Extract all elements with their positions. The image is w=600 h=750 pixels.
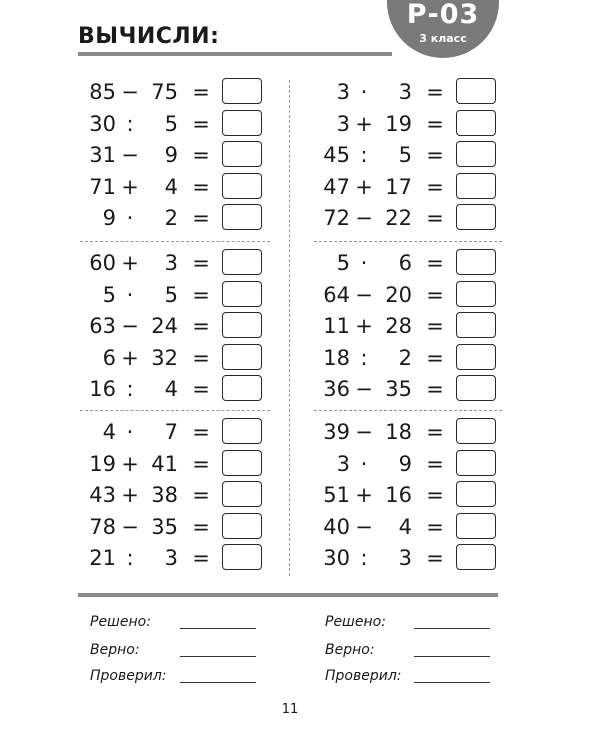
- operator: −: [355, 377, 373, 401]
- equals-sign: =: [426, 80, 444, 104]
- answer-box[interactable]: [456, 173, 496, 199]
- operator: ·: [126, 282, 134, 307]
- exercise-row: [82, 249, 272, 277]
- answer-box[interactable]: [456, 375, 496, 401]
- operator: +: [121, 174, 139, 199]
- operand-a: 36: [323, 377, 350, 401]
- equals-sign: =: [426, 514, 444, 539]
- equals-sign: =: [426, 483, 444, 507]
- operand-a: 40: [323, 514, 350, 539]
- block-divider: [80, 241, 270, 242]
- title-underline: [78, 52, 392, 56]
- operand-a: 43: [89, 483, 116, 507]
- exercise-row: [316, 249, 506, 277]
- answer-box[interactable]: [222, 544, 262, 570]
- operand-b: 9: [164, 143, 178, 167]
- operator: −: [121, 143, 139, 167]
- operator: +: [121, 451, 139, 476]
- operand-b: 9: [398, 451, 412, 476]
- operand-a: 3: [336, 451, 350, 476]
- operator: −: [355, 206, 373, 230]
- operator: −: [355, 282, 373, 307]
- answer-box[interactable]: [456, 450, 496, 476]
- operand-b: 5: [398, 143, 412, 167]
- footer-line-solved[interactable]: [414, 628, 490, 629]
- operator: :: [360, 546, 368, 570]
- equals-sign: =: [426, 377, 444, 401]
- answer-box[interactable]: [456, 141, 496, 167]
- answer-box[interactable]: [222, 481, 262, 507]
- operator: +: [355, 314, 373, 338]
- operand-b: 16: [385, 483, 412, 507]
- answer-box[interactable]: [222, 312, 262, 338]
- operand-b: 5: [164, 111, 178, 136]
- level-badge: [387, 0, 499, 58]
- exercise-row: [82, 344, 272, 372]
- exercise-row: [82, 281, 272, 309]
- equals-sign: =: [426, 314, 444, 338]
- equals-sign: =: [192, 514, 210, 539]
- operand-b: 2: [398, 345, 412, 370]
- exercise-row: [316, 544, 506, 572]
- operator: :: [360, 143, 368, 167]
- operand-b: 3: [164, 251, 178, 275]
- operator: ·: [126, 206, 134, 230]
- block-divider: [314, 410, 502, 411]
- operator: ·: [360, 451, 368, 476]
- operand-a: 78: [89, 514, 116, 539]
- equals-sign: =: [192, 206, 210, 230]
- equals-sign: =: [192, 314, 210, 338]
- exercise-row: [82, 312, 272, 340]
- operator: −: [355, 420, 373, 444]
- answer-box[interactable]: [222, 173, 262, 199]
- equals-sign: =: [192, 111, 210, 136]
- operand-b: 3: [164, 546, 178, 570]
- operand-a: 64: [323, 282, 350, 307]
- operand-a: 51: [323, 483, 350, 507]
- operator: −: [121, 514, 139, 539]
- footer-rule: [78, 593, 498, 597]
- operand-a: 21: [89, 546, 116, 570]
- answer-box[interactable]: [456, 110, 496, 136]
- operator: −: [121, 314, 139, 338]
- answer-box[interactable]: [222, 78, 262, 104]
- operand-b: 38: [151, 483, 178, 507]
- operand-a: 30: [89, 111, 116, 136]
- page-number: 11: [281, 702, 299, 717]
- answer-box[interactable]: [222, 513, 262, 539]
- operand-a: 3: [336, 111, 350, 136]
- equals-sign: =: [426, 111, 444, 136]
- equals-sign: =: [192, 80, 210, 104]
- equals-sign: =: [192, 546, 210, 570]
- exercise-row: [82, 544, 272, 572]
- operand-b: 2: [164, 206, 178, 230]
- exercise-row: [316, 450, 506, 478]
- equals-sign: =: [426, 451, 444, 476]
- equals-sign: =: [192, 420, 210, 444]
- exercise-row: [82, 450, 272, 478]
- equals-sign: =: [192, 451, 210, 476]
- operand-a: 19: [89, 451, 116, 476]
- exercise-row: [316, 173, 506, 201]
- block-divider: [80, 410, 270, 411]
- exercise-row: [82, 78, 272, 106]
- footer-label-solved: Решено:: [325, 614, 386, 630]
- exercise-row: [82, 141, 272, 169]
- answer-box[interactable]: [222, 375, 262, 401]
- operator: +: [355, 174, 373, 199]
- equals-sign: =: [426, 206, 444, 230]
- answer-box[interactable]: [456, 344, 496, 370]
- operand-a: 4: [102, 420, 116, 444]
- operand-b: 17: [385, 174, 412, 199]
- exercise-row: [316, 78, 506, 106]
- equals-sign: =: [426, 420, 444, 444]
- operator: :: [126, 546, 134, 570]
- block-divider: [314, 241, 502, 242]
- operand-a: 11: [323, 314, 350, 338]
- badge-grade: 3 класс: [419, 32, 467, 45]
- operand-b: 20: [385, 282, 412, 307]
- operand-a: 60: [89, 251, 116, 275]
- answer-box[interactable]: [456, 281, 496, 307]
- operator: +: [121, 345, 139, 370]
- exercise-row: [82, 173, 272, 201]
- answer-box[interactable]: [456, 249, 496, 275]
- exercise-row: [316, 344, 506, 372]
- operand-b: 7: [164, 420, 178, 444]
- operand-a: 9: [102, 206, 116, 230]
- column-divider: [289, 80, 290, 576]
- operator: −: [355, 514, 373, 539]
- operand-a: 16: [89, 377, 116, 401]
- equals-sign: =: [426, 143, 444, 167]
- operator: +: [355, 111, 373, 136]
- footer-line-correct[interactable]: [414, 656, 490, 657]
- operand-b: 24: [151, 314, 178, 338]
- exercise-row: [82, 204, 272, 232]
- exercise-row: [316, 110, 506, 138]
- answer-box[interactable]: [456, 513, 496, 539]
- equals-sign: =: [426, 546, 444, 570]
- operand-a: 45: [323, 143, 350, 167]
- footer-line-correct[interactable]: [180, 656, 256, 657]
- exercise-row: [316, 281, 506, 309]
- equals-sign: =: [192, 483, 210, 507]
- equals-sign: =: [192, 174, 210, 199]
- operand-a: 3: [336, 80, 350, 104]
- equals-sign: =: [192, 377, 210, 401]
- answer-box[interactable]: [456, 481, 496, 507]
- exercise-row: [316, 312, 506, 340]
- operand-b: 4: [398, 514, 412, 539]
- footer-label-checked: Проверил:: [90, 668, 167, 684]
- footer-line-checked[interactable]: [414, 682, 490, 683]
- operand-b: 4: [164, 377, 178, 401]
- badge-code: Р-03: [406, 0, 480, 30]
- operand-a: 71: [89, 174, 116, 199]
- answer-box[interactable]: [456, 544, 496, 570]
- operator: +: [121, 251, 139, 275]
- exercise-row: [82, 110, 272, 138]
- answer-box[interactable]: [222, 204, 262, 230]
- equals-sign: =: [192, 143, 210, 167]
- footer-label-correct: Верно:: [325, 642, 375, 658]
- exercise-row: [316, 141, 506, 169]
- exercise-row: [316, 481, 506, 509]
- answer-box[interactable]: [222, 450, 262, 476]
- operator: +: [355, 483, 373, 507]
- equals-sign: =: [426, 345, 444, 370]
- operand-b: 18: [385, 420, 412, 444]
- operand-b: 35: [385, 377, 412, 401]
- footer-label-checked: Проверил:: [325, 668, 402, 684]
- equals-sign: =: [426, 282, 444, 307]
- operator: ·: [360, 80, 368, 104]
- answer-box[interactable]: [456, 418, 496, 444]
- operator: :: [360, 345, 368, 370]
- answer-box[interactable]: [222, 110, 262, 136]
- answer-box[interactable]: [456, 78, 496, 104]
- exercise-row: [82, 418, 272, 446]
- operand-b: 41: [151, 451, 178, 476]
- operand-b: 4: [164, 174, 178, 199]
- answer-box[interactable]: [456, 204, 496, 230]
- equals-sign: =: [192, 345, 210, 370]
- operator: −: [121, 80, 139, 104]
- equals-sign: =: [426, 174, 444, 199]
- exercise-row: [316, 375, 506, 403]
- operand-b: 22: [385, 206, 412, 230]
- answer-box[interactable]: [222, 141, 262, 167]
- operand-a: 30: [323, 546, 350, 570]
- operand-a: 31: [89, 143, 116, 167]
- page-title: ВЫЧИСЛИ:: [78, 24, 220, 49]
- operand-b: 19: [385, 111, 412, 136]
- operand-b: 3: [398, 546, 412, 570]
- answer-box[interactable]: [222, 344, 262, 370]
- operand-b: 6: [398, 251, 412, 275]
- operand-a: 39: [323, 420, 350, 444]
- answer-box[interactable]: [222, 249, 262, 275]
- operand-b: 35: [151, 514, 178, 539]
- operand-a: 6: [102, 345, 116, 370]
- exercise-row: [82, 375, 272, 403]
- operator: :: [126, 377, 134, 401]
- operand-b: 32: [151, 345, 178, 370]
- operand-b: 75: [151, 80, 178, 104]
- operand-b: 5: [164, 282, 178, 307]
- operand-a: 72: [323, 206, 350, 230]
- exercise-row: [316, 513, 506, 541]
- operator: ·: [360, 251, 368, 275]
- footer-label-correct: Верно:: [90, 642, 140, 658]
- equals-sign: =: [192, 251, 210, 275]
- operand-a: 5: [336, 251, 350, 275]
- operand-a: 5: [102, 282, 116, 307]
- exercise-row: [316, 418, 506, 446]
- operand-a: 47: [323, 174, 350, 199]
- operand-b: 28: [385, 314, 412, 338]
- operand-a: 85: [89, 80, 116, 104]
- footer-line-solved[interactable]: [180, 628, 256, 629]
- operator: :: [126, 111, 134, 136]
- answer-box[interactable]: [222, 418, 262, 444]
- footer-label-solved: Решено:: [90, 614, 151, 630]
- footer-line-checked[interactable]: [180, 682, 256, 683]
- equals-sign: =: [192, 282, 210, 307]
- answer-box[interactable]: [222, 281, 262, 307]
- answer-box[interactable]: [456, 312, 496, 338]
- exercise-row: [316, 204, 506, 232]
- equals-sign: =: [426, 251, 444, 275]
- operand-a: 63: [89, 314, 116, 338]
- operator: ·: [126, 420, 134, 444]
- operator: +: [121, 483, 139, 507]
- operand-b: 3: [398, 80, 412, 104]
- exercise-row: [82, 481, 272, 509]
- operand-a: 18: [323, 345, 350, 370]
- exercise-row: [82, 513, 272, 541]
